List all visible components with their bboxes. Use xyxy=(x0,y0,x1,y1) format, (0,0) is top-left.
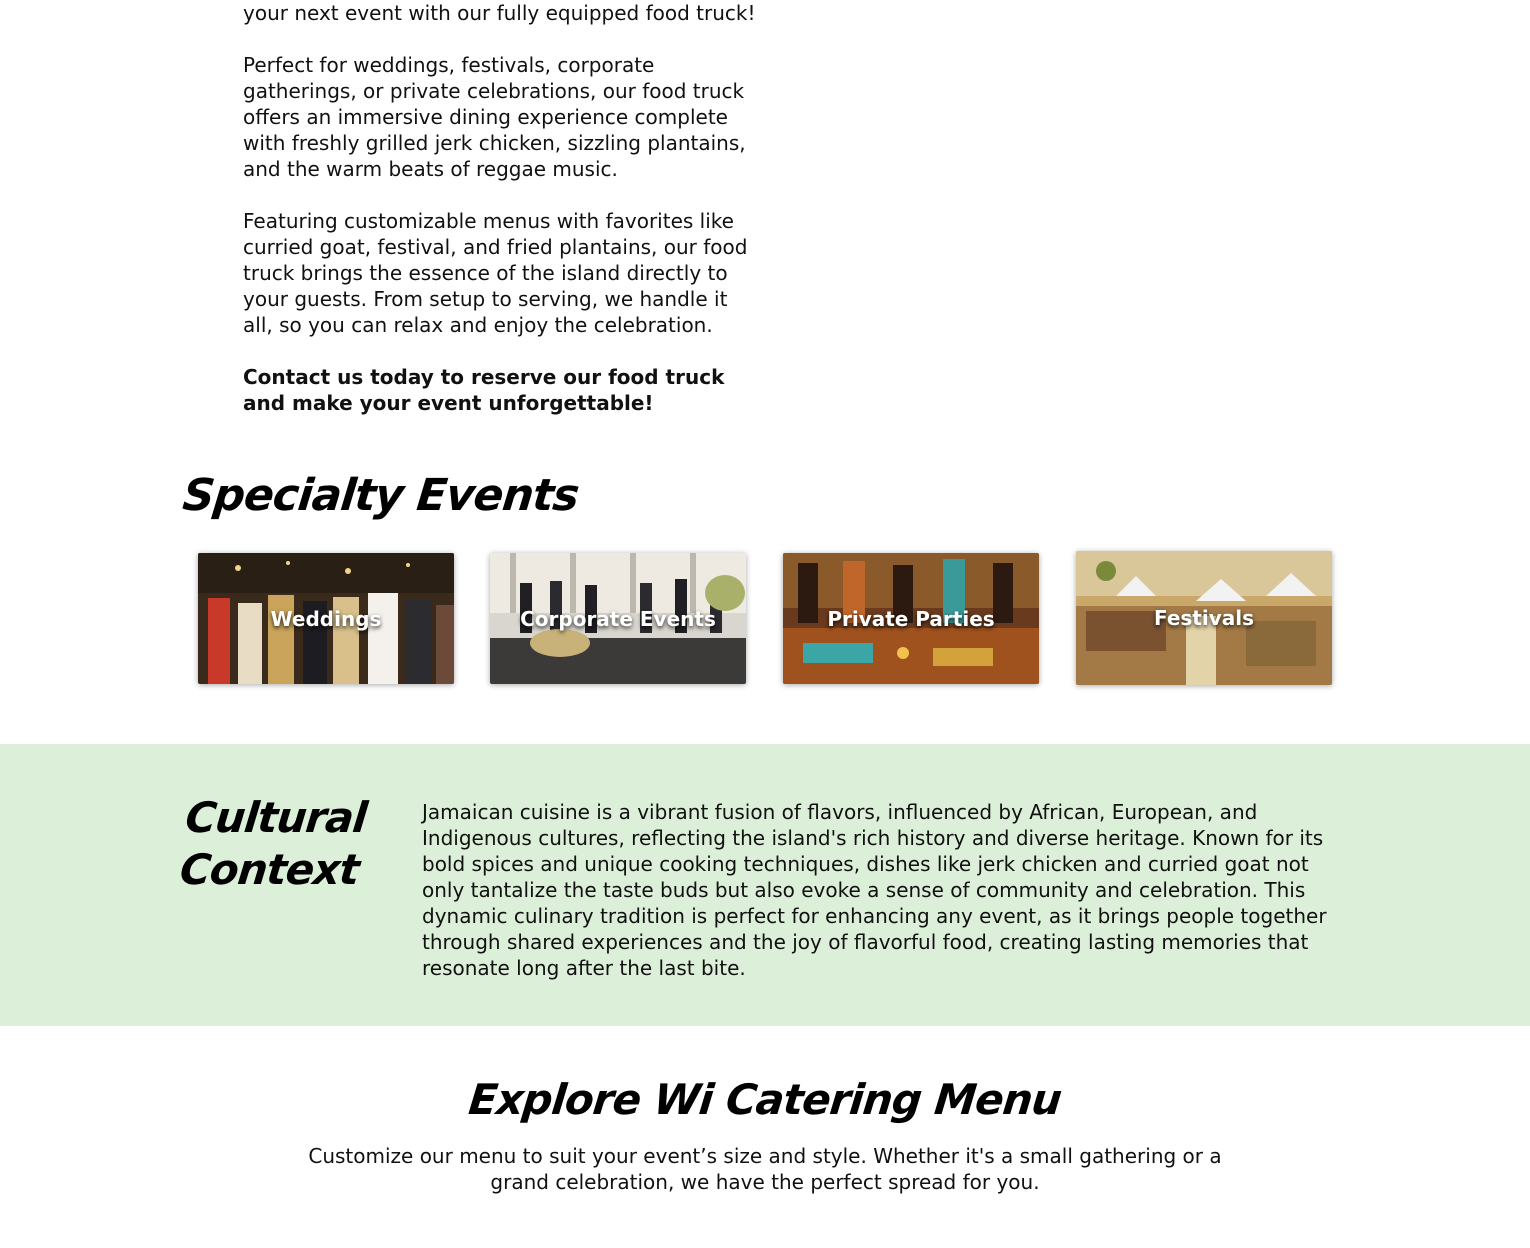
intro-section xyxy=(243,0,758,442)
card-corporate-events[interactable] xyxy=(490,553,746,684)
specialty-events-heading: Specialty Events xyxy=(180,470,581,521)
intro-call-to-action: Contact us today to reserve our food truck and make your event unforgettable! xyxy=(243,365,725,415)
specialty-events-cards xyxy=(198,553,1338,687)
intro-line-top: your next event with our fully equipped food truck! xyxy=(243,1,756,25)
corporate-events-label: Corporate Events xyxy=(520,606,716,631)
weddings-label: Weddings xyxy=(270,606,382,631)
explore-menu-heading xyxy=(0,1070,1530,1130)
explore-menu-heading-text: Explore Wi Catering Menu xyxy=(466,1075,1064,1124)
intro-paragraph-occasions: Perfect for weddings, festivals, corporate gatherings, or private celebrations, our food truck offers an immersive dining experience complete with freshly grilled jerk chicken, sizzling plantains, and the warm beats of reggae music. xyxy=(243,53,746,181)
festivals-label: Festivals xyxy=(1153,606,1255,630)
card-festivals[interactable] xyxy=(1076,551,1332,685)
cultural-context-section xyxy=(0,744,1530,1026)
cultural-context-text: Jamaican cuisine is a vibrant fusion of flavors, influenced by African, European, and Indigenous cultures, reflecting the island's rich history and diverse heritage. Known for its bold spices and unique cooking techniques, dishes like jerk chicken and curried goat not only tantalize the taste buds but also evoke a sense of community and celebration. This dynamic culinary tradition is perfect for enhancing any event, as it brings people together through shared experiences and the joy of flavorful food, creating lasting memories that resonate long after the last bite. xyxy=(422,800,1327,980)
intro-paragraph-menus: Featuring customizable menus with favorites like curried goat, festival, and fried plantains, our food truck brings the essence of the island directly to your guests. From setup to serving, we handle it all, so you can relax and enjoy the celebration. xyxy=(243,209,748,337)
card-private-parties[interactable] xyxy=(783,553,1039,684)
card-weddings[interactable] xyxy=(198,553,454,684)
explore-menu-text: Customize our menu to suit your event’s size and style. Whether it's a small gathering or a grand celebration, we have the perfect spread for you. xyxy=(308,1144,1222,1194)
cultural-context-heading: Cultural Context xyxy=(177,793,369,894)
private-parties-label: Private Parties xyxy=(827,606,995,631)
